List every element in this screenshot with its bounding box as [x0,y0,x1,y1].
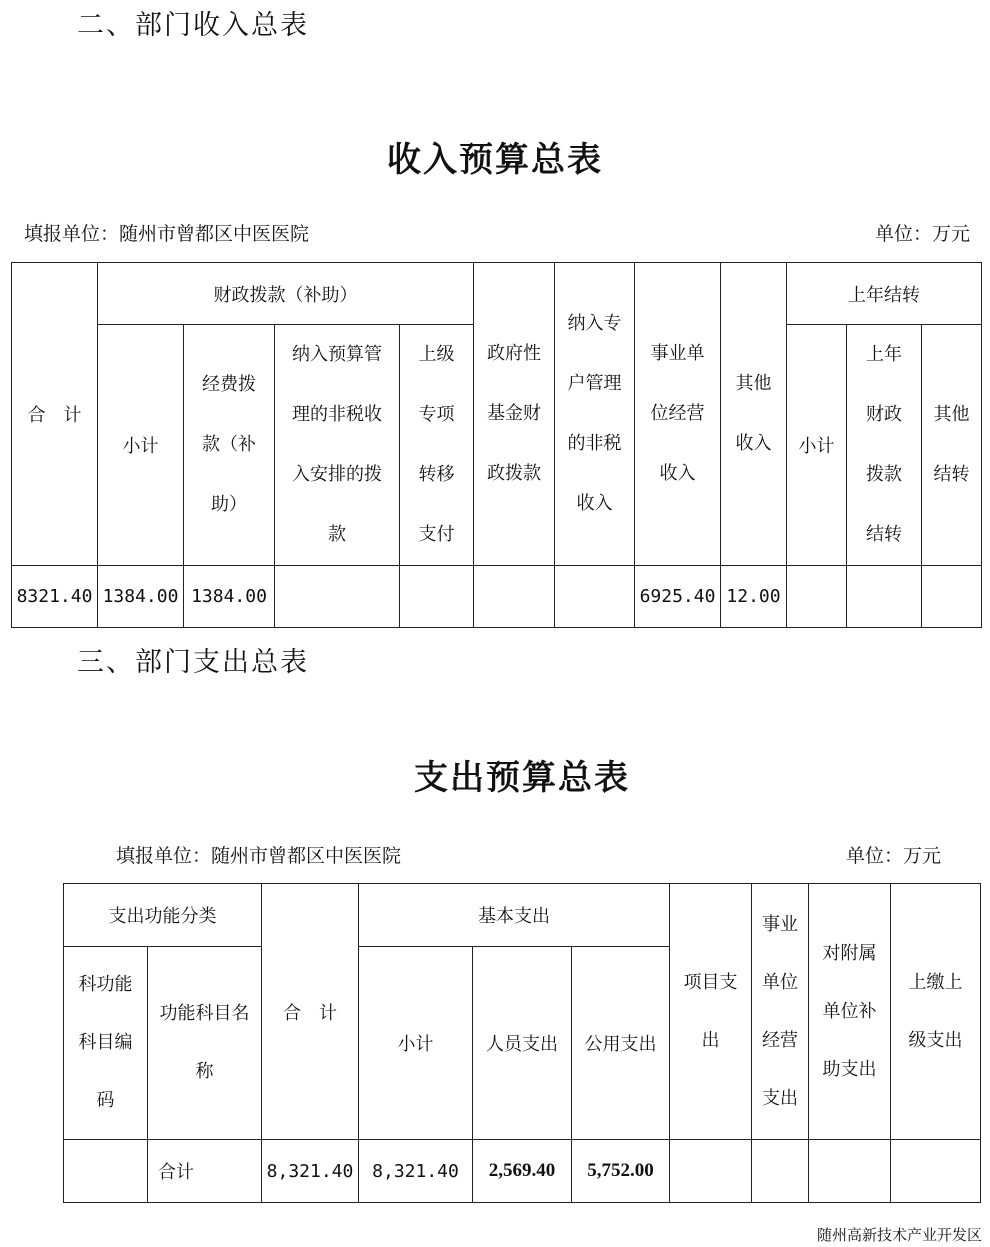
col-total-header: 合 计 [262,884,359,1140]
expenditure-summary-table [63,883,981,1203]
expenditure-table-title: 支出预算总表 [414,758,630,798]
public-header: 公用支出 [572,947,670,1140]
carryover-header: 上年结转 [787,263,982,325]
carry-subtotal-header: 小计 [787,325,847,566]
cell-name: 合计 [148,1140,262,1203]
cell-carry-sub [787,566,847,628]
cell-upper [891,1140,981,1203]
unit-label: 单位：万元 [874,223,970,245]
cell-business: 6925.40 [635,566,721,628]
basic-expenditure-header: 基本支出 [359,884,670,947]
cell-subtotal: 1384.00 [98,566,184,628]
business-income-header: 事业单位经营收入 [635,263,721,566]
footer-watermark: 随州高新技术产业开发区 [816,1226,982,1244]
cell-public: 5,752.00 [572,1140,670,1203]
cell-subtotal: 8,321.40 [359,1140,473,1203]
function-name-header: 功能科目名称 [148,947,262,1140]
subsidy-header: 对附属单位补助支出 [809,884,891,1140]
funding-header: 经费拨款（补助） [184,325,275,566]
business-expenditure-header: 事业单位经营支出 [752,884,809,1140]
basic-subtotal-header: 小计 [359,947,473,1140]
cell-govfund [474,566,555,628]
nontax-header: 纳入预算管理的非税收入安排的拨款 [275,325,400,566]
cell-total: 8321.40 [12,566,98,628]
fiscal-subtotal-header: 小计 [98,325,184,566]
cell-project [670,1140,752,1203]
cell-nontax [275,566,400,628]
table-row [12,566,982,628]
cell-carry-other [922,566,982,628]
function-code-header: 科功能科目编码 [64,947,148,1140]
special-account-header: 纳入专户管理的非税收入 [555,263,635,566]
other-income-header: 其他收入 [721,263,787,566]
function-class-header: 支出功能分类 [64,884,262,947]
cell-total: 8,321.40 [262,1140,359,1203]
cell-business [752,1140,809,1203]
cell-transfer [400,566,474,628]
cell-subsidy [809,1140,891,1203]
project-expenditure-header: 项目支出 [670,884,752,1140]
cell-personnel: 2,569.40 [473,1140,572,1203]
reporting-unit: 填报单位：随州市曾都区中医医院 [116,845,402,867]
income-table-title: 收入预算总表 [387,140,603,180]
reporting-unit: 填报单位：随州市曾都区中医医院 [24,223,310,245]
fiscal-appropriation-header: 财政拨款（补助） [98,263,474,325]
carry-fiscal-header: 上年财政拨款结转 [847,325,922,566]
table-row [64,1140,981,1203]
unit-label: 单位：万元 [845,845,941,867]
upper-payment-header: 上缴上级支出 [891,884,981,1140]
transfer-header: 上级专项转移支付 [400,325,474,566]
cell-funding: 1384.00 [184,566,275,628]
col-total-header: 合 计 [12,263,98,566]
personnel-header: 人员支出 [473,947,572,1140]
carry-other-header: 其他结转 [922,325,982,566]
cell-other: 12.00 [721,566,787,628]
cell-special [555,566,635,628]
govfund-header: 政府性基金财政拨款 [474,263,555,566]
section2-heading: 二、部门收入总表 [77,10,309,41]
cell-carry-fiscal [847,566,922,628]
income-summary-table [11,262,982,628]
cell-code [64,1140,148,1203]
section3-heading: 三、部门支出总表 [77,647,309,678]
